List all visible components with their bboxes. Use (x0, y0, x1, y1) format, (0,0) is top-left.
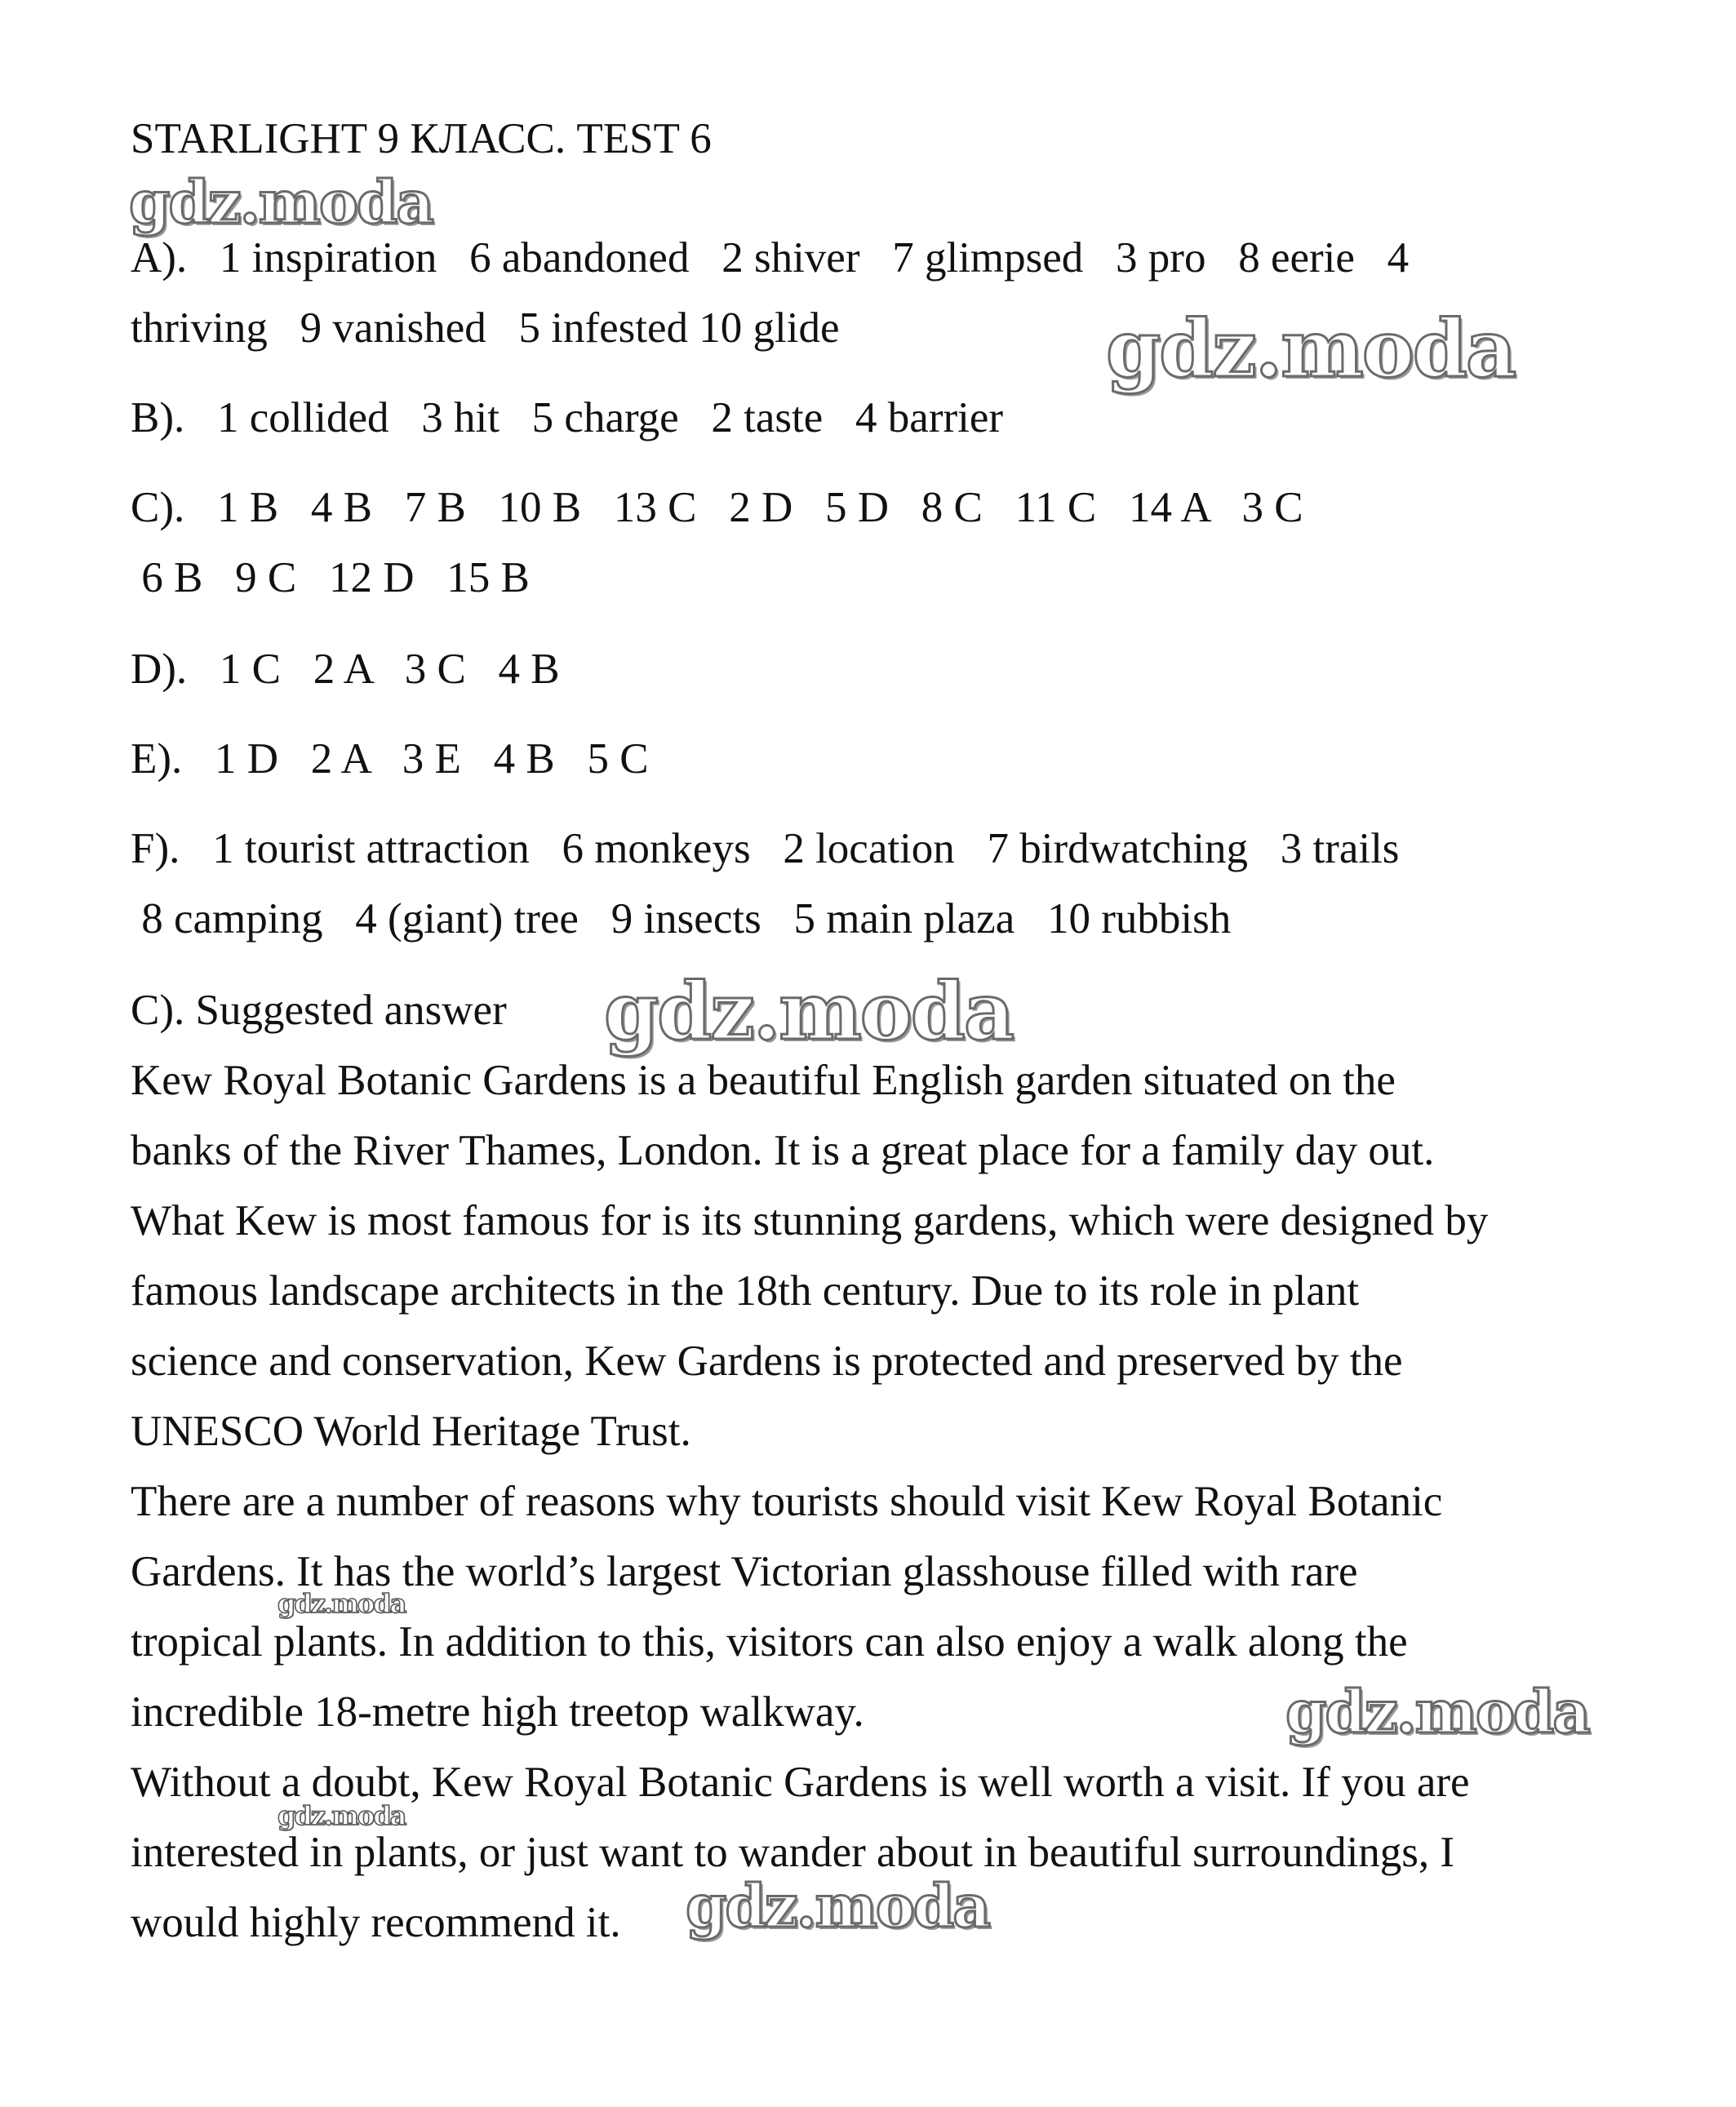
essay-line: UNESCO World Heritage Trust. (131, 1408, 691, 1455)
answers-e-line-1: E). 1 D 2 A 3 E 4 B 5 C (131, 735, 649, 783)
essay-line: science and conservation, Kew Gardens is protected and preserved by the (131, 1337, 1403, 1385)
watermark-logo: gdz.moda (604, 965, 1014, 1058)
essay-line: Kew Royal Botanic Gardens is a beautiful English garden situated on the (131, 1057, 1396, 1104)
answers-c-line-2: 6 B 9 C 12 D 15 B (131, 554, 530, 601)
essay-line: Without a doubt, Kew Royal Botanic Gardens is well worth a visit. If you are (131, 1759, 1470, 1806)
answers-a-line-2: thriving 9 vanished 5 infested 10 glide (131, 304, 840, 352)
answers-b-line-1: B). 1 collided 3 hit 5 charge 2 taste 4 barrier (131, 394, 1004, 441)
answers-f-line-2: 8 camping 4 (giant) tree 9 insects 5 main plaza 10 rubbish (131, 895, 1232, 943)
answers-a-line-1: A). 1 inspiration 6 abandoned 2 shiver 7 glimpsed 3 pro 8 eerie 4 (131, 234, 1410, 282)
watermark-logo: gdz.moda (129, 167, 433, 237)
watermark-logo: gdz.moda (1285, 1677, 1589, 1746)
essay-line: famous landscape architects in the 18th century. Due to its role in plant (131, 1267, 1360, 1315)
essay-line: tropical plants. In addition to this, visitors can also enjoy a walk along the (131, 1618, 1408, 1666)
watermark-logo: gdz.moda (277, 1800, 406, 1831)
watermark-logo: gdz.moda (1106, 303, 1516, 395)
essay-line: banks of the River Thames, London. It is a great place for a family day out. (131, 1127, 1435, 1174)
essay-line: incredible 18-metre high treetop walkway. (131, 1688, 864, 1736)
essay-line: would highly recommend it. (131, 1899, 621, 1946)
essay-line: Gardens. It has the world’s largest Victorian glasshouse filled with rare (131, 1548, 1358, 1595)
answers-c-line-1: C). 1 B 4 B 7 B 10 B 13 C 2 D 5 D 8 C 11 C 14 A 3 C (131, 484, 1303, 531)
page-title: STARLIGHT 9 КЛАСС. TEST 6 (131, 115, 712, 162)
answers-d-line-1: D). 1 C 2 A 3 C 4 B (131, 645, 560, 693)
essay-line: There are a number of reasons why tourists should visit Kew Royal Botanic (131, 1478, 1443, 1525)
essay-line: What Kew is most famous for is its stunning gardens, which were designed by (131, 1197, 1489, 1244)
watermark-logo: gdz.moda (686, 1871, 989, 1941)
essay-heading: C). Suggested answer (131, 987, 507, 1034)
answers-f-line-1: F). 1 tourist attraction 6 monkeys 2 location 7 birdwatching 3 trails (131, 825, 1400, 872)
essay-line: interested in plants, or just want to wander about in beautiful surroundings, I (131, 1829, 1455, 1876)
watermark-logo: gdz.moda (277, 1588, 406, 1619)
